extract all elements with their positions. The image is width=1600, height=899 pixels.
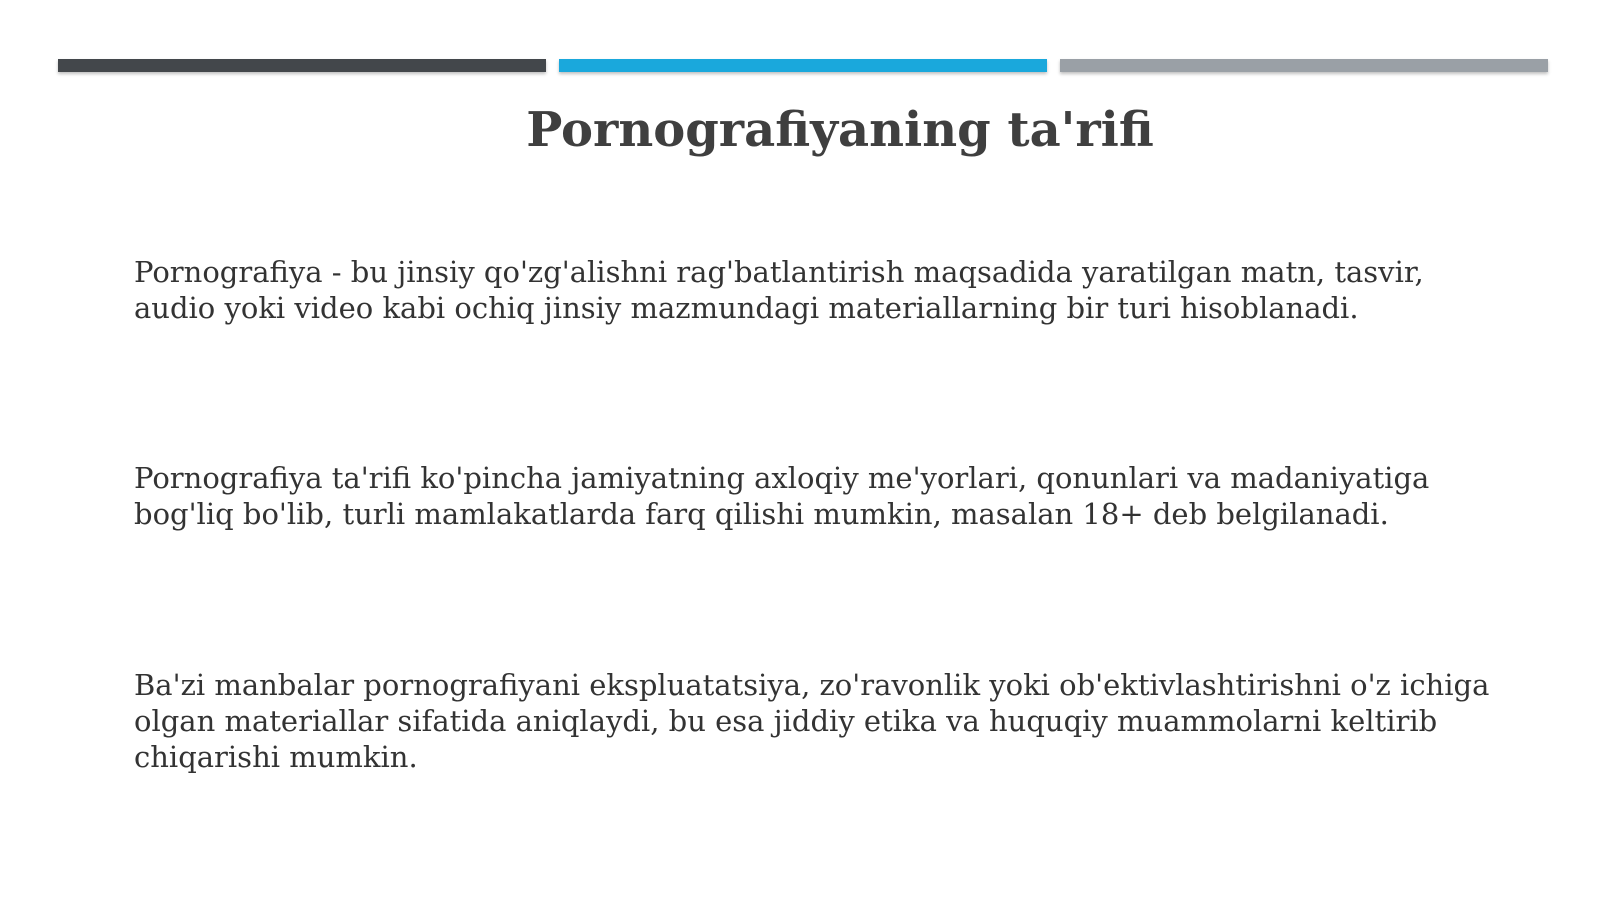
paragraph-cultural-context: Pornografiya ta'rifi ko'pincha jamiyatning axloqiy me'yorlari, qonunlari va madaniyatiga bog'liq bo'lib, turli mamlakatlarda farq qilishi mumkin, masalan 18+ deb belgilanadi. xyxy=(134,461,1430,531)
paragraph-definition: Pornografiya - bu jinsiy qo'zg'alishni rag'batlantirish maqsadida yaratilgan matn, tasvir, audio yoki video kabi ochiq jinsiy mazmundagi materiallarning bir turi hisoblanadi. xyxy=(134,255,1424,325)
top-bar-blue xyxy=(559,59,1047,72)
paragraph-ethical-issues: Ba'zi manbalar pornografiyani ekspluatatsiya, zo'ravonlik yoki ob'ektivlashtirishni o'z ichiga olgan materiallar sifatida aniqlaydi, bu esa jiddiy etika va huquqiy muammolarni keltirib chiqarishi mumkin. xyxy=(134,668,1490,774)
slide-title: Pornografiyaning ta'rifi xyxy=(526,102,1154,158)
top-bar-gray xyxy=(1060,59,1548,72)
decorative-top-bars xyxy=(58,59,1548,73)
top-bar-dark xyxy=(58,59,546,72)
